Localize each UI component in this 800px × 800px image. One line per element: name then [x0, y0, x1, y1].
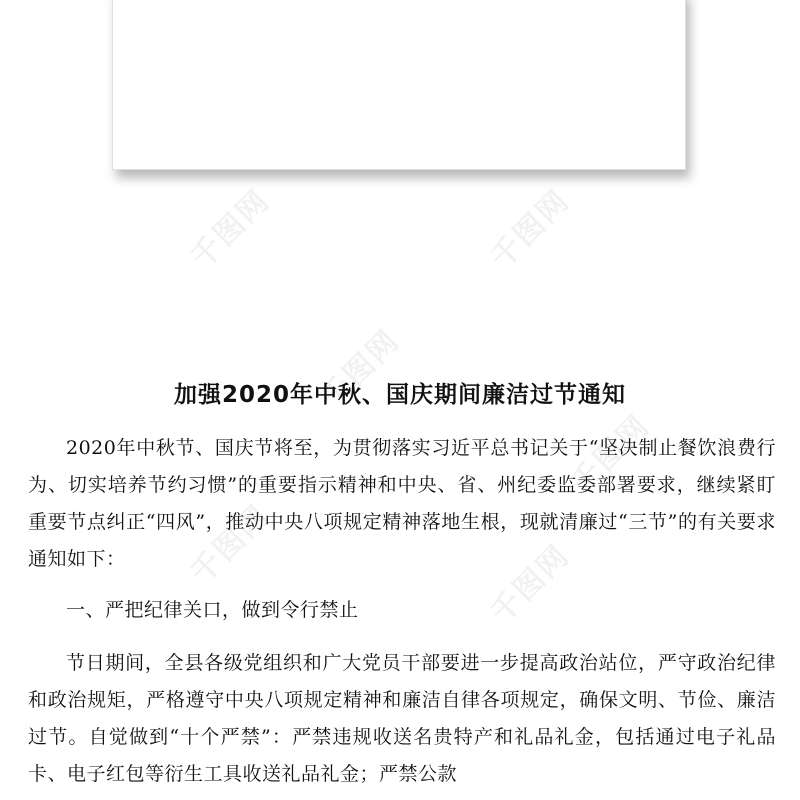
section-heading: 一、严把纪律关口，做到令行禁止 [66, 599, 359, 621]
watermark: 千图网 [564, 408, 657, 501]
watermark: 千图网 [484, 183, 577, 276]
watermark: 千图网 [314, 323, 407, 416]
body-paragraph: 节日期间，全县各级党组织和广大党员干部要进一步提高政治站位，严守政治纪律和政治规矩，严格遵守中央八项规定精神和廉洁自律各项规定，确保文明、节俭、廉洁过节。自觉做到“十个严禁”：严禁违规收送名贵特产和礼品礼金，包括通过电子礼品卡、电子红包等衍生工具收送礼品礼金；严禁公款 [28, 652, 776, 785]
document-title: 加强2020年中秋、国庆期间廉洁过节通知 [173, 382, 626, 408]
previous-page-sheet [112, 0, 686, 170]
watermark: 千图网 [184, 498, 277, 591]
watermark: 千图网 [184, 183, 277, 276]
watermark: 千图网 [484, 538, 577, 631]
intro-paragraph: 2020年中秋节、国庆节将至，为贯彻落实习近平总书记关于“坚决制止餐饮浪费行为、切实培养节约习惯”的重要指示精神和中央、省、州纪委监委部署要求，继续紧盯重要节点纠正“四风”，推动中央八项规定精神落地生根，现就清廉过“三节”的有关要求通知如下： [28, 437, 776, 570]
